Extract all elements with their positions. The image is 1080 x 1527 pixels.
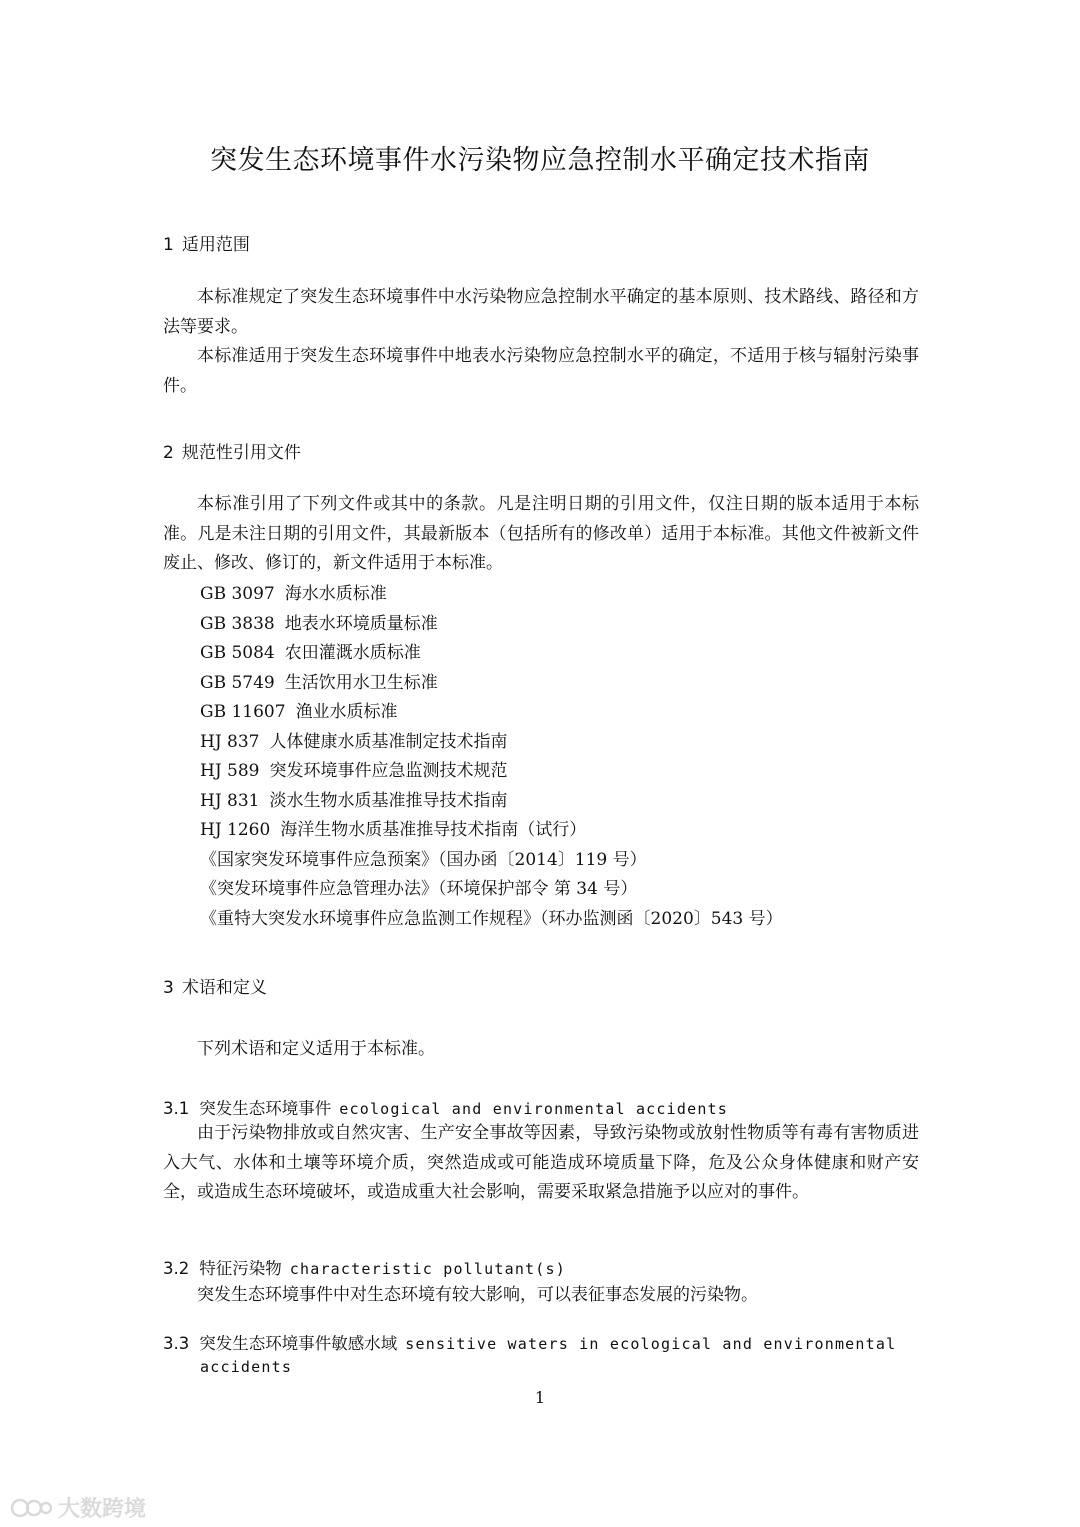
watermark-text: 大数跨境 (58, 1497, 147, 1522)
term-number: 3.2 (163, 1259, 190, 1278)
section-number: 3 (163, 978, 174, 998)
term-definition: 突发生态环境事件中对生态环境有较大影响，可以表征事态发展的污染物。 (197, 1285, 758, 1305)
section-title: 适用范围 (181, 235, 250, 255)
reference-code: HJ 589 (200, 761, 260, 781)
term-heading (163, 1095, 728, 1119)
paragraph: 本标准引用了下列文件或其中的条款。凡是注明日期的引用文件，仅注日期的版本适用于本标准。凡是未注日期的引用文件，其最新版本（包括所有的修改单）适用于本标准。其他文件被新文件废止、修改、修订的，新文件适用于本标准。 (163, 494, 919, 573)
section-number: 2 (163, 443, 174, 463)
term-english: characteristic pollutant(s) (289, 1260, 566, 1278)
section-title: 术语和定义 (181, 978, 267, 998)
paragraph: 本标准规定了突发生态环境事件中水污染物应急控制水平确定的基本原则、技术路线、路径和方法等要求。 (163, 287, 919, 337)
page-number: 1 (534, 1388, 546, 1407)
reference-name: 渔业水质标准 (295, 702, 398, 722)
term-heading (163, 1330, 896, 1354)
reference-name: 农田灌溉水质标准 (284, 643, 421, 663)
reference-name: 海洋生物水质基准推导技术指南（试行） (280, 820, 587, 840)
reference-item (200, 816, 586, 846)
reference-name: 海水水质标准 (284, 584, 387, 604)
paragraph: 下列术语和定义适用于本标准。 (197, 1039, 435, 1059)
reference-name: 人体健康水质基准制定技术指南 (269, 731, 508, 752)
reference-code: GB 5749 (200, 672, 275, 693)
term-number: 3.3 (163, 1334, 190, 1353)
reference-item (200, 728, 508, 758)
section-1-heading (163, 230, 250, 255)
reference-code: GB 11607 (200, 702, 286, 722)
term-definition: 由于污染物排放或自然灾害、生产安全事故等因素，导致污染物或放射性物质等有毒有害物质进入大气、水体和土壤等环境介质，突然造成或可能造成环境质量下降，危及公众身体健康和财产安全，或造成生态环境破坏，或造成重大社会影响，需要采取紧急措施予以应对的事件。 (163, 1123, 919, 1202)
reference-item (200, 639, 421, 669)
reference-name: 地表水环境质量标准 (284, 613, 438, 634)
term-english-continued: accidents (200, 1358, 293, 1376)
reference-code: GB 3838 (200, 613, 275, 634)
term-english: ecological and environmental accidents (339, 1100, 729, 1118)
policy-reference: 《重特大突发水环境事件应急监测工作规程》（环办监测函〔2020〕543 号） (200, 908, 783, 929)
reference-item (200, 787, 508, 817)
policy-reference: 《国家突发环境事件应急预案》（国办函〔2014〕119 号） (200, 849, 647, 870)
reference-code: GB 5084 (200, 643, 275, 663)
document-title: 突发生态环境事件水污染物应急控制水平确定技术指南 (210, 145, 870, 176)
term-english: sensitive waters in ecological and environmental (405, 1335, 897, 1353)
term-chinese: 突发生态环境事件敏感水域 (199, 1334, 398, 1353)
reference-item (200, 698, 398, 728)
reference-name: 淡水生物水质基准推导技术指南 (269, 790, 508, 811)
reference-code: GB 3097 (200, 584, 275, 604)
reference-item (200, 757, 508, 787)
term-chinese: 突发生态环境事件 (199, 1099, 332, 1118)
reference-item (200, 669, 438, 699)
watermark-logo-icon (10, 1496, 52, 1520)
term-heading (163, 1255, 566, 1279)
reference-code: HJ 837 (200, 731, 260, 752)
reference-name: 突发环境事件应急监测技术规范 (269, 761, 508, 781)
reference-code: HJ 1260 (200, 820, 271, 840)
paragraph: 本标准适用于突发生态环境事件中地表水污染物应急控制水平的确定，不适用于核与辐射污染事件。 (163, 346, 919, 396)
policy-reference: 《突发环境事件应急管理办法》（环境保护部令 第 34 号） (200, 879, 638, 899)
reference-item (200, 610, 438, 640)
section-3-heading (163, 973, 267, 998)
reference-name: 生活饮用水卫生标准 (284, 672, 438, 693)
reference-code: HJ 831 (200, 790, 260, 811)
term-number: 3.1 (163, 1099, 190, 1118)
section-number: 1 (163, 235, 174, 255)
reference-item (200, 580, 387, 610)
watermark (10, 1492, 146, 1523)
section-title: 规范性引用文件 (181, 443, 301, 463)
term-chinese: 特征污染物 (199, 1259, 282, 1278)
section-2-heading (163, 438, 301, 463)
